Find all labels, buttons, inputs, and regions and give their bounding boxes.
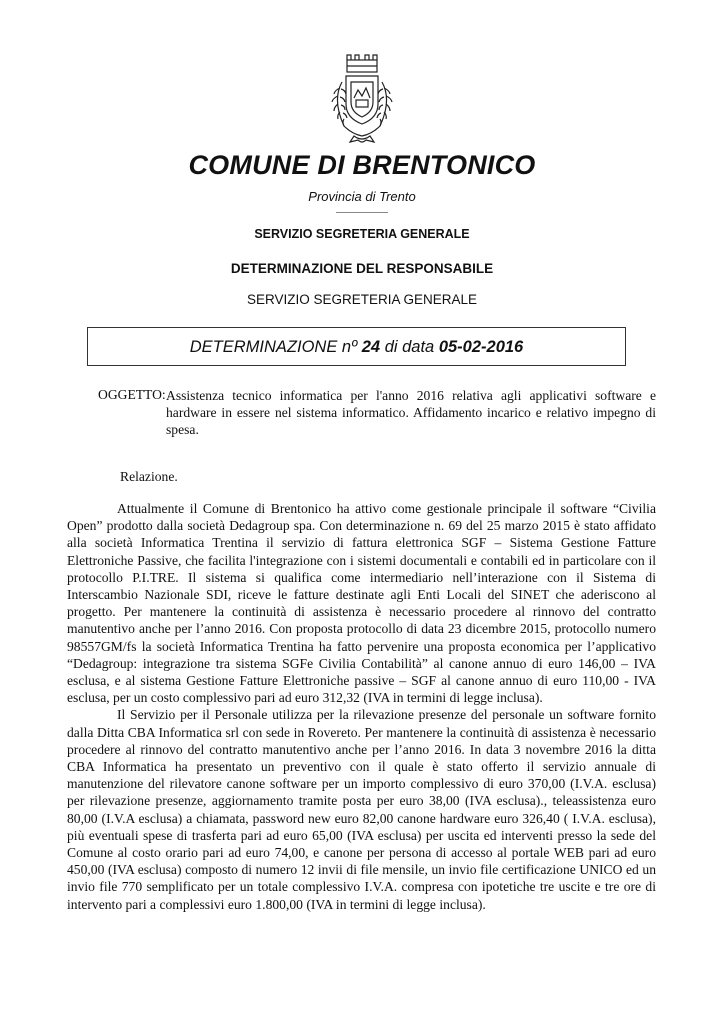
report-heading: Relazione. — [120, 469, 178, 484]
subject-text: Assistenza tecnico informatica per l'anno 2016 relativa agli applicativi software e hardware in essere nel sistema informatico. Affidamento incarico e relativo impegno di spesa. — [166, 388, 656, 437]
municipality-title: COMUNE DI BRENTONICO — [188, 150, 536, 180]
paragraph: Attualmente il Comune di Brentonico ha attivo come gestionale principale il software “Civilia Open” prodotto dalla società Dedagroup spa. Con determinazione n. 69 del 25 marzo 2015 è stato affidato alla società Informatica Trentina il servizio di fattura elettronica SGF – Sistema Gestione Fatture Elettroniche Passive, che facilita l'integrazione con i sistemi documentali e contabili ed in particolare con il protocollo P.I.TRE. Il sistema si qualifica come intermediario nell’interazione con il Sistema di Interscambio Nazionale SDI, riceve le fatture destinate agli Enti Locali del SINET che aderiscono al progetto. Per mantenere la continuità di assistenza è necessario procedere al rinnovo del contratto manutentivo anche per l’anno 2016. Con proposta protocollo di data 23 dicembre 2015, protocollo numero 98557GM/fs la società Informatica Trentina ha fatto pervenire una proposta economica per l’applicativo “Dedagroup: integrazione tra sistema SGFe Civilia Contabilità” al canone annuo di euro 146,00 – IVA esclusa, e al sistema Gestione Fatture Elettroniche passive – SGF al canone annuo di euro 110,00 - IVA esclusa, per un costo complessivo pari ad euro 312,32 (IVA in termini di legge inclusa). — [67, 501, 656, 706]
subject-label: OGGETTO: — [98, 387, 166, 402]
body-text — [67, 500, 656, 913]
service-heading: SERVIZIO SEGRETERIA GENERALE — [254, 227, 470, 241]
paragraph: Il Servizio per il Personale utilizza per la rilevazione presenze del personale un software fornito dalla Ditta CBA Informatica srl con sede in Rovereto. Per mantenere la continuità di assistenza è necessario procedere al rinnovo del contratto manutentivo anche per l’anno 2016. In data 3 novembre 2016 la ditta CBA Informatica ha presentato un preventivo con il quale è stato offerto il servizio annuale di manutenzione del rilevatore canone software per un importo complessivo di euro 370,00 (I.V.A. esclusa) per rilevazione presenze, aggiornamento tramite posta per euro 38,00 (IVA esclusa)., teleassistenza euro 80,00 (I.V.A esclusa) a chiamata, password new euro 82,00 canone hardware euro 326,40 ( I.V.A. esclusa), più eventuali spese di trasferta pari ad euro 65,00 (IVA esclusa) per uscita ed interventi presso la sede del Comune al costo orario pari ad euro 74,00, e canone per persona di accesso al portale WEB pari ad euro 450,00 (IVA esclusa) composto di numero 12 invii di file mensile, un invio file certificazione UNICO ed un invio file 770 semplificato per un totale complessivo I.V.A. compresa con ipotetiche tre uscite e tre ore di intervento pari a complessivi euro 1.800,00 (IVA in termini di legge inclusa). — [67, 707, 656, 912]
determination-box — [87, 327, 626, 366]
determination-label: DETERMINAZIONE nº — [189, 338, 358, 356]
service-subheading: SERVIZIO SEGRETERIA GENERALE — [246, 292, 478, 307]
determination-of-heading: DETERMINAZIONE DEL RESPONSABILE — [230, 261, 494, 276]
determination-number: 24 — [361, 338, 381, 356]
header-divider — [336, 212, 388, 213]
determination-date-label: di data — [384, 338, 435, 356]
province-subtitle: Provincia di Trento — [308, 189, 416, 204]
determination-date: 05-02-2016 — [438, 338, 524, 356]
coat-of-arms-icon — [314, 52, 410, 148]
